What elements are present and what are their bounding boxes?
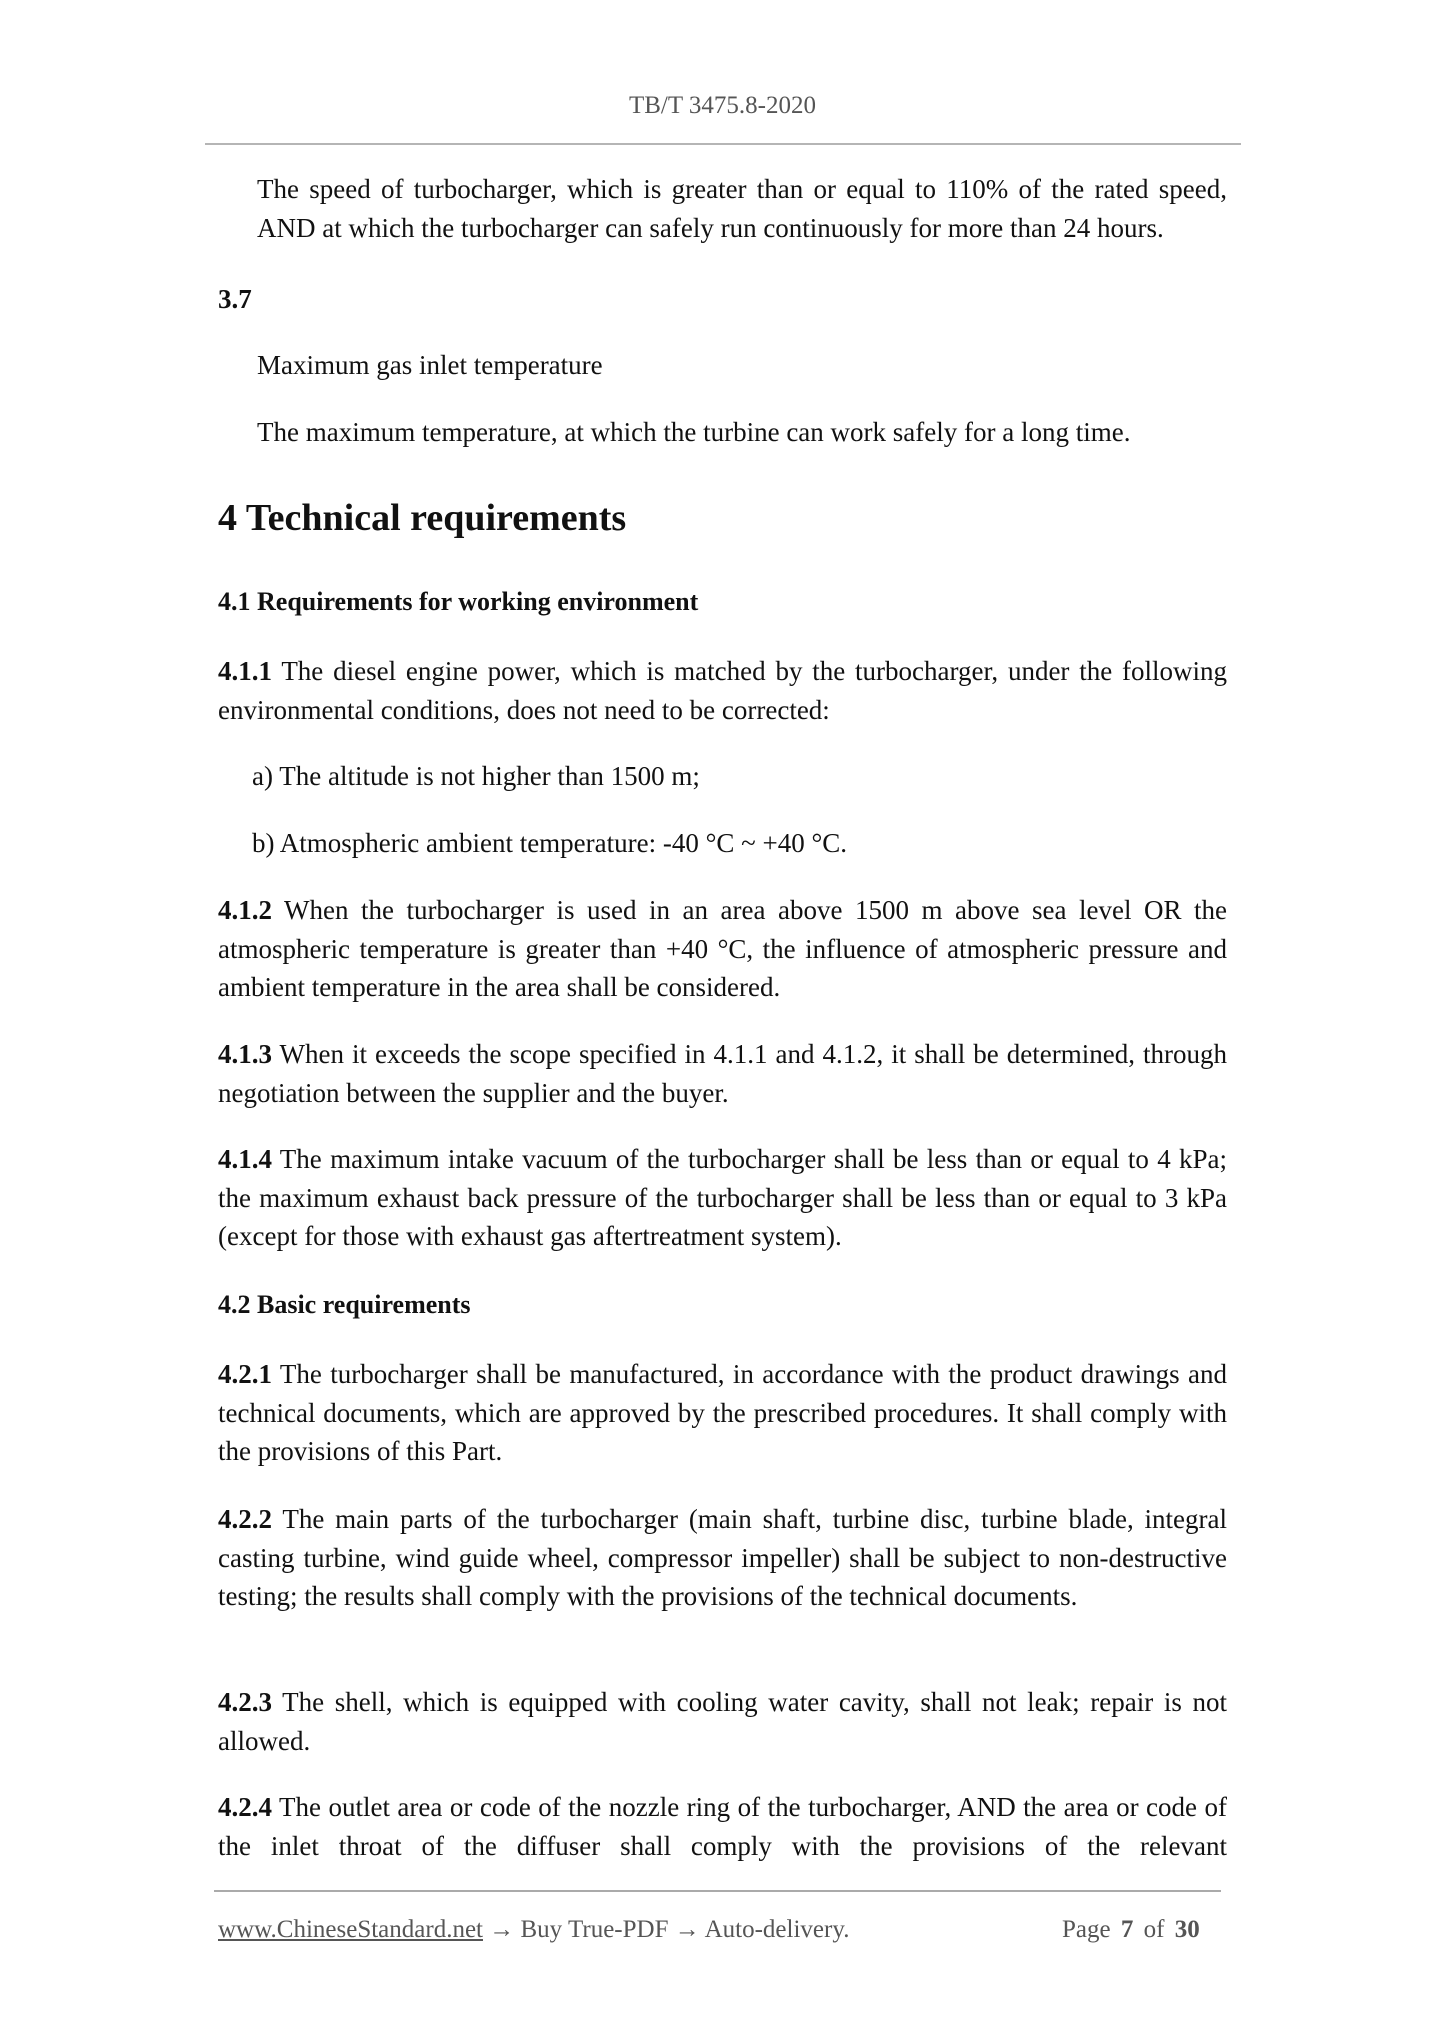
footer-divider (214, 1890, 1221, 1892)
clause-number: 4.2.2 (218, 1504, 272, 1534)
list-item-b: b) Atmospheric ambient temperature: -40 °C ~ +40 °C. (252, 828, 848, 858)
clause-text: The maximum intake vacuum of the turbocharger shall be less than or equal to 4 kPa; the maximum exhaust back pressure of the turbocharger shall be less than or equal to 3 kPa (except for those with exhaust gas aftertreatment system). (218, 1144, 1227, 1251)
term-3-7: Maximum gas inlet temperature (257, 350, 603, 380)
definition-3-6-text: The speed of turbocharger, which is greater than or equal to 110% of the rated speed, AND at which the turbocharger can safely run continuously for more than 24 hours. (257, 174, 1227, 243)
clause-4-2-3 (218, 1683, 1227, 1760)
arrow-right-icon: → (668, 1916, 705, 1943)
clause-number: 4.1.2 (218, 895, 272, 925)
website-link[interactable]: www.ChineseStandard.net (218, 1916, 483, 1943)
clause-text: When the turbocharger is used in an area above 1500 m above sea level OR the atmospheric temperature is greater than +40 °C, the influence of atmospheric pressure and ambient temperature in the area shall be considered. (218, 895, 1227, 1002)
clause-text: The diesel engine power, which is matched by the turbocharger, under the following environmental conditions, does not need to be corrected: (218, 656, 1227, 725)
page-of-label: of (1143, 1916, 1165, 1943)
clause-number: 4.1.3 (218, 1039, 272, 1069)
clause-text: The shell, which is equipped with cooling water cavity, shall not leak; repair is not allowed. (218, 1687, 1227, 1756)
document-id-header: TB/T 3475.8-2020 (628, 92, 817, 119)
clause-text: The main parts of the turbocharger (main shaft, turbine disc, turbine blade, integral casting turbine, wind guide wheel, compressor impeller) shall be subject to non-destructive testing; the results shall comply with the provisions of the technical documents. (218, 1504, 1227, 1611)
definition-3-7: The maximum temperature, at which the turbine can work safely for a long time. (257, 417, 1131, 447)
arrow-right-icon: → (483, 1916, 521, 1943)
clause-text: The outlet area or code of the nozzle ring of the turbocharger, AND the area or code of the inlet throat of the diffuser shall comply with the provisions of the relevant (218, 1792, 1227, 1861)
page-current: 7 (1120, 1916, 1134, 1943)
page-total: 30 (1174, 1916, 1200, 1943)
subsection-heading-4-2: 4.2 Basic requirements (218, 1290, 471, 1319)
clause-4-2-4 (218, 1788, 1227, 1865)
clause-number: 4.1.1 (218, 656, 272, 686)
clause-4-2-2 (218, 1500, 1227, 1616)
clause-number-3-7: 3.7 (218, 284, 252, 314)
clause-4-1-4 (218, 1140, 1227, 1256)
clause-4-1-3 (218, 1035, 1227, 1112)
clause-4-1-2 (218, 891, 1227, 1007)
clause-4-1-1 (218, 652, 1227, 729)
clause-text: When it exceeds the scope specified in 4.1.1 and 4.1.2, it shall be determined, through negotiation between the supplier and the buyer. (218, 1039, 1227, 1108)
page-label: Page (1062, 1916, 1111, 1943)
subsection-heading-4-1: 4.1 Requirements for working environment (218, 587, 699, 616)
auto-delivery-text: Auto-delivery. (704, 1916, 850, 1943)
clause-number: 4.2.4 (218, 1792, 272, 1822)
clause-number: 4.2.1 (218, 1359, 272, 1389)
buy-true-pdf-text: Buy True-PDF (520, 1916, 669, 1943)
list-item-a: a) The altitude is not higher than 1500 m; (252, 761, 700, 791)
header-divider (205, 143, 1241, 145)
section-heading-4: 4 Technical requirements (218, 497, 627, 539)
page-indicator (1062, 1916, 1200, 1944)
footer-promo (218, 1916, 849, 1944)
clause-4-2-1 (218, 1355, 1227, 1471)
clause-number: 4.2.3 (218, 1687, 272, 1717)
clause-number: 4.1.4 (218, 1144, 272, 1174)
clause-text: The turbocharger shall be manufactured, in accordance with the product drawings and technical documents, which are approved by the prescribed procedures. It shall comply with the provisions of this Part. (218, 1359, 1227, 1466)
